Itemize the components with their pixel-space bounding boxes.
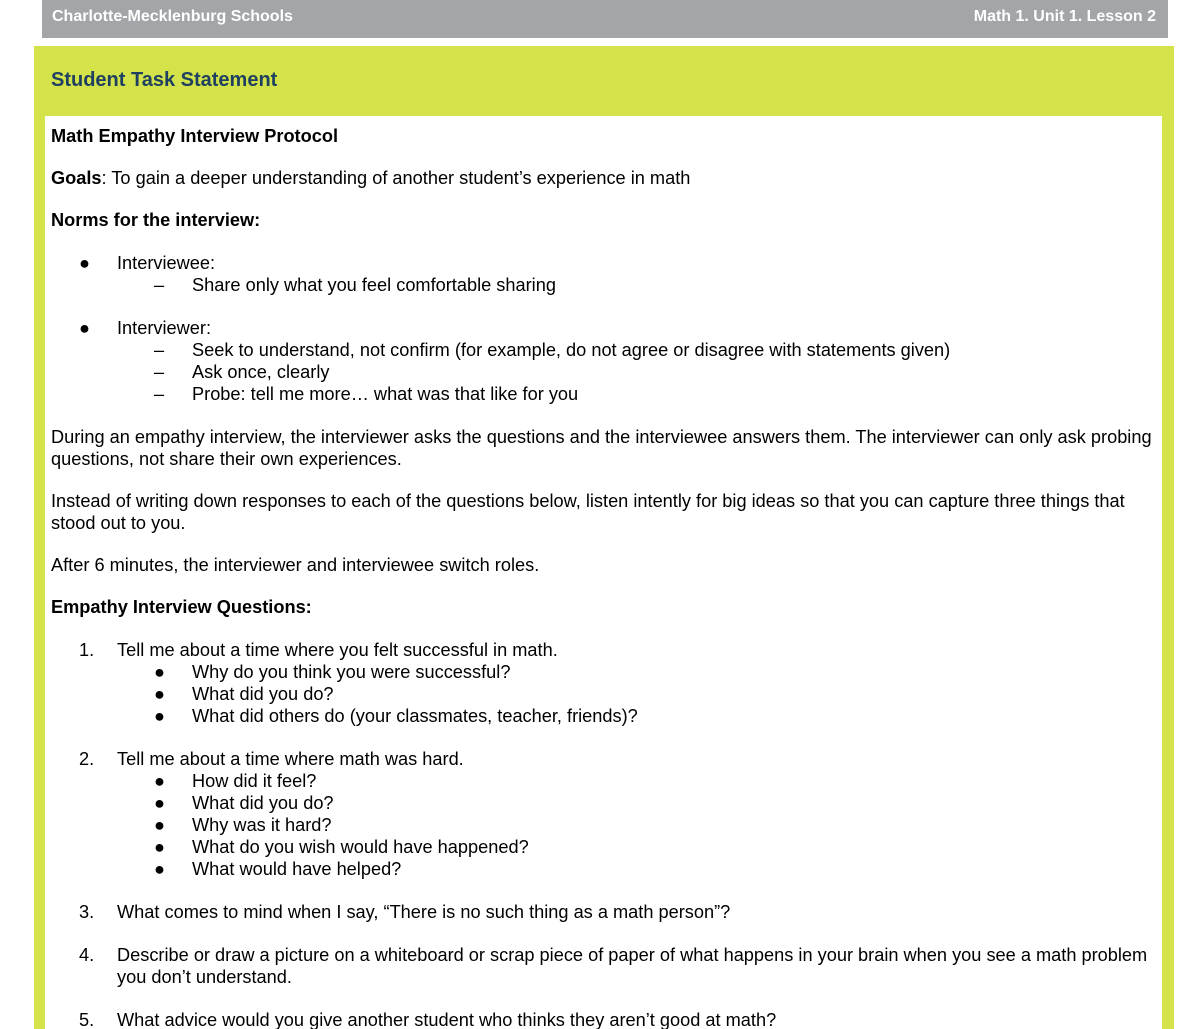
sub-item [51,858,1162,880]
bullet-marker: ● [154,793,165,813]
sub-item-text: Why was it hard? [192,815,332,835]
goals-label: Goals [51,168,102,188]
sub-item [51,792,1162,814]
sub-item [51,383,1162,405]
sub-item [51,339,1162,361]
question-item [51,748,1162,770]
bullet-marker: ● [154,771,165,791]
sub-item-text: Share only what you feel comfortable sharing [192,275,556,295]
sub-item [51,661,1162,683]
goals-text: : To gain a deeper understanding of another student’s experience in math [101,168,691,188]
sub-item [51,361,1162,383]
bullet-marker: ● [154,815,165,835]
question-text: What advice would you give another student who thinks they aren’t good at math? [117,1010,777,1029]
interviewee-label: Interviewee: [117,253,216,273]
goals-paragraph [51,167,1162,189]
list-item-interviewer [51,317,1162,339]
paragraph-switch: After 6 minutes, the interviewer and interviewee switch roles. [51,555,540,575]
sub-item-text: Why do you think you were successful? [192,662,511,682]
questions-heading: Empathy Interview Questions: [51,597,312,617]
sub-item [51,705,1162,727]
dash-marker: – [154,340,165,360]
bullet-marker: ● [154,684,165,704]
question-item [51,639,1162,661]
bullet-marker: ● [79,318,90,338]
question-number: 3. [79,902,95,922]
norms-heading: Norms for the interview: [51,210,261,230]
question-text: Describe or draw a picture on a whiteboard or scrap piece of paper of what happens in your brain when you see a math problem you don’t understand. [117,945,1148,987]
sub-item-text: How did it feel? [192,771,317,791]
question-text: What comes to mind when I say, “There is no such thing as a math person”? [117,902,731,922]
bullet-marker: ● [154,662,165,682]
question-item [51,944,1162,988]
dash-marker: – [154,362,165,382]
document-body [45,116,1162,1029]
question-item [51,1009,1162,1029]
sub-item-text: What did others do (your classmates, teacher, friends)? [192,706,638,726]
sub-item-text: What do you wish would have happened? [192,837,529,857]
header-lesson-ref: Math 1. Unit 1. Lesson 2 [973,8,1156,25]
sub-item-text: What did you do? [192,684,334,704]
bullet-marker: ● [154,859,165,879]
question-number: 2. [79,749,95,769]
question-text: Tell me about a time where math was hard. [117,749,464,769]
dash-marker: – [154,384,165,404]
sub-item [51,836,1162,858]
question-number: 4. [79,945,95,965]
bullet-marker: ● [79,253,90,273]
question-item [51,901,1162,923]
interviewer-label: Interviewer: [117,318,212,338]
question-text: Tell me about a time where you felt successful in math. [117,640,558,660]
sub-item-text: Probe: tell me more… what was that like for you [192,384,579,404]
protocol-title: Math Empathy Interview Protocol [51,126,339,146]
question-number: 5. [79,1010,95,1029]
bullet-marker: ● [154,837,165,857]
sub-item-text: Ask once, clearly [192,362,330,382]
sub-item [51,274,1162,296]
question-number: 1. [79,640,95,660]
list-item-interviewee [51,252,1162,274]
paragraph-procedure: During an empathy interview, the interviewer asks the questions and the interviewee answers them. The interviewer can only ask probing questions, not share their own experiences. [51,427,1152,469]
paragraph-listening: Instead of writing down responses to each of the questions below, listen intently for big ideas so that you can capture three things that stood out to you. [51,491,1125,533]
bullet-marker: ● [154,706,165,726]
sub-item [51,814,1162,836]
header-org-name: Charlotte-Mecklenburg Schools [52,8,293,25]
sub-item-text: Seek to understand, not confirm (for example, do not agree or disagree with statements given) [192,340,951,360]
dash-marker: – [154,275,165,295]
sub-item [51,770,1162,792]
sub-item-text: What did you do? [192,793,334,813]
panel-title: Student Task Statement [51,69,278,91]
sub-item-text: What would have helped? [192,859,402,879]
sub-item [51,683,1162,705]
page-header [42,0,1168,38]
